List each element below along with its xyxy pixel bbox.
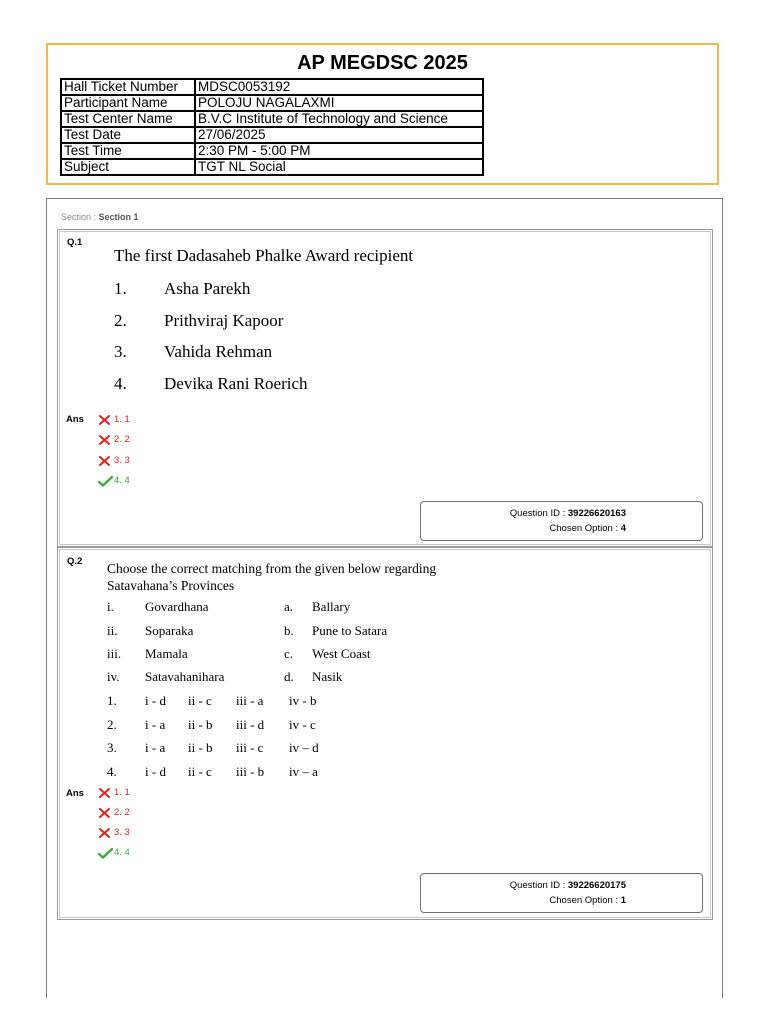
info-row <box>61 111 483 127</box>
info-label: Test Time <box>61 143 195 159</box>
info-row <box>61 127 483 143</box>
choice-pair: ii - b <box>188 740 213 755</box>
choice-pair: iii - d <box>236 717 265 732</box>
cross-icon <box>98 414 111 426</box>
match-left: Govardhana <box>145 599 209 614</box>
match-left: Mamala <box>145 646 188 661</box>
option-number: 3. <box>114 342 127 361</box>
match-right: Ballary <box>312 599 351 614</box>
info-label: Test Date <box>61 127 195 143</box>
info-label: Participant Name <box>61 95 195 111</box>
section-label <box>61 212 139 222</box>
match-left: Satavahanihara <box>145 669 225 684</box>
answer-option-text: 1. 1 <box>114 414 130 425</box>
question-1-panel <box>57 229 713 547</box>
choice-pair: i - a <box>145 740 166 755</box>
question-number: Q.2 <box>67 556 83 567</box>
cross-icon <box>98 807 111 819</box>
chosen-option-value: 1 <box>620 895 626 906</box>
choice-pair: iv – d <box>289 740 319 755</box>
cross-icon <box>98 827 111 839</box>
choice-pair: ii - c <box>188 764 212 779</box>
answer-option-text: 1. 1 <box>114 787 130 798</box>
option-text: Devika Rani Roerich <box>164 374 308 393</box>
choice-pair: iii - a <box>236 693 264 708</box>
choice-pair: i - a <box>145 717 166 732</box>
option-text: Asha Parekh <box>164 279 251 298</box>
option-number: 1. <box>114 279 127 298</box>
section-name: Section 1 <box>98 212 139 222</box>
chosen-option <box>549 895 626 906</box>
choice-number: 3. <box>107 740 117 755</box>
answer-label: Ans <box>66 414 84 425</box>
match-letter: b. <box>284 623 294 638</box>
question-id-label: Question ID : <box>509 508 568 519</box>
question-text-line: Satavahana’s Provinces <box>107 578 235 593</box>
info-row <box>61 143 483 159</box>
check-icon <box>98 847 113 859</box>
info-value: 2:30 PM - 5:00 PM <box>195 143 483 159</box>
candidate-info-table <box>60 78 484 176</box>
question-id <box>510 508 626 519</box>
info-label: Hall Ticket Number <box>61 79 195 95</box>
question-number: Q.1 <box>67 237 83 248</box>
info-label: Test Center Name <box>61 111 195 127</box>
option-number: 4. <box>114 374 127 393</box>
choice-pair: i - d <box>145 764 166 779</box>
answer-option-text: 3. 3 <box>114 827 130 838</box>
info-value: MDSC0053192 <box>195 79 483 95</box>
match-letter: c. <box>284 646 294 661</box>
chosen-option <box>549 523 626 534</box>
section-prefix: Section : <box>61 212 99 222</box>
question-text: The first Dadasaheb Phalke Award recipient <box>114 246 414 265</box>
question-meta-box <box>420 501 703 541</box>
choice-pair: iii - c <box>236 740 264 755</box>
answer-label: Ans <box>66 788 84 799</box>
answer-option-text: 2. 2 <box>114 434 130 445</box>
cross-icon <box>98 434 111 446</box>
match-roman: i. <box>107 599 114 614</box>
info-row <box>61 79 483 95</box>
choice-number: 2. <box>107 717 117 732</box>
info-label: Subject <box>61 159 195 175</box>
check-icon <box>98 475 113 487</box>
match-letter: a. <box>284 599 294 614</box>
answer-option-text: 4. 4 <box>114 847 130 858</box>
info-value: B.V.C Institute of Technology and Science <box>195 111 483 127</box>
info-value: POLOJU NAGALAXMI <box>195 95 483 111</box>
choice-pair: ii - c <box>188 693 212 708</box>
info-value: 27/06/2025 <box>195 127 483 143</box>
choice-pair: iv – a <box>289 764 318 779</box>
question-text <box>107 560 527 594</box>
option-number: 2. <box>114 311 127 330</box>
question-id <box>510 880 626 891</box>
match-right: West Coast <box>312 646 371 661</box>
cross-icon <box>98 787 111 799</box>
question-id-label: Question ID : <box>509 880 568 891</box>
question-meta-box <box>420 873 703 913</box>
question-text-line: Choose the correct matching from the given below regarding <box>107 561 437 576</box>
question-2-panel <box>57 547 713 920</box>
choice-pair: iv - c <box>289 717 316 732</box>
match-roman: ii. <box>107 623 118 638</box>
info-row <box>61 159 483 175</box>
info-row <box>61 95 483 111</box>
match-right: Pune to Satara <box>312 623 388 638</box>
choice-pair: iv - b <box>289 693 317 708</box>
info-value: TGT NL Social <box>195 159 483 175</box>
option-text: Vahida Rehman <box>164 342 273 361</box>
match-roman: iv. <box>107 669 120 684</box>
match-left: Soparaka <box>145 623 194 638</box>
choice-pair: iii - b <box>236 764 265 779</box>
option-text: Prithviraj Kapoor <box>164 311 284 330</box>
chosen-option-label: Chosen Option : <box>549 523 621 534</box>
answer-option-text: 2. 2 <box>114 807 130 818</box>
choice-number: 1. <box>107 693 117 708</box>
question-id-value: 39226620175 <box>567 880 626 891</box>
candidate-info-panel <box>46 43 719 185</box>
answer-option-text: 4. 4 <box>114 475 130 486</box>
cross-icon <box>98 455 111 467</box>
chosen-option-label: Chosen Option : <box>549 895 621 906</box>
choice-pair: i - d <box>145 693 166 708</box>
chosen-option-value: 4 <box>620 523 626 534</box>
match-letter: d. <box>284 669 294 684</box>
choice-number: 4. <box>107 764 117 779</box>
match-right: Nasik <box>312 669 343 684</box>
answer-option-text: 3. 3 <box>114 455 130 466</box>
match-roman: iii. <box>107 646 122 661</box>
choice-pair: ii - b <box>188 717 213 732</box>
exam-title: AP MEGDSC 2025 <box>297 52 468 74</box>
question-id-value: 39226620163 <box>567 508 626 519</box>
